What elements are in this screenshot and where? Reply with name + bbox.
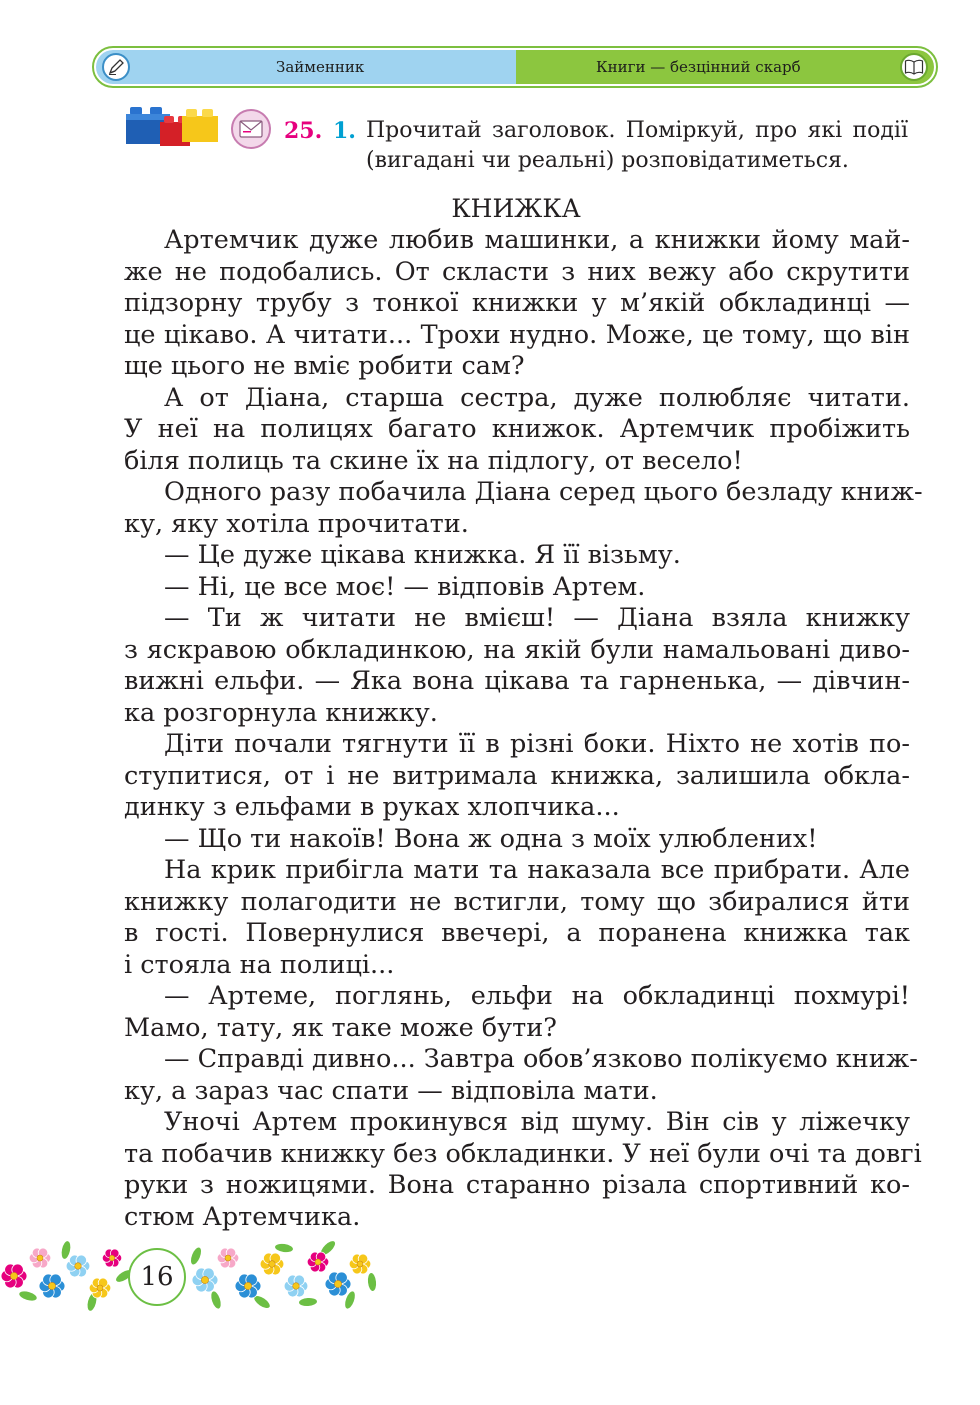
story-line: ка розгорнула книжку. bbox=[124, 697, 438, 728]
story-line: — Справді дивно... Завтра обов’язково полікуємо книж- bbox=[164, 1044, 918, 1074]
flower-shape bbox=[235, 1274, 261, 1298]
flower-shape bbox=[102, 1249, 121, 1267]
flower-garland-decoration bbox=[0, 1236, 380, 1316]
story-text bbox=[124, 225, 923, 1233]
lego-bricks-icon bbox=[124, 100, 220, 148]
task-subnumber: 1. bbox=[333, 118, 356, 144]
story-line: Одного разу побачила Діана серед цього безладу книж- bbox=[164, 477, 923, 507]
leaf-shape bbox=[18, 1290, 38, 1303]
flower-shape bbox=[217, 1248, 239, 1268]
story-line: з яскравою обкладинкою, на якій були намальовані диво- bbox=[124, 634, 910, 665]
flower-shape bbox=[66, 1255, 90, 1277]
page-number: 16 bbox=[128, 1248, 186, 1306]
story-line: Уночі Артем прокинувся від шуму. Він сів у ліжечку bbox=[164, 1107, 910, 1137]
flower-shape bbox=[192, 1268, 218, 1292]
story-line: А от Діана, старша сестра, дуже полюбляє читати. bbox=[164, 382, 910, 413]
story-line: ступитися, от і не витримала книжка, залишила обкла- bbox=[124, 760, 910, 791]
leaf-shape bbox=[299, 1297, 318, 1306]
story-line: підзорну трубу з тонкої книжки у м’якій обкладинці — bbox=[124, 288, 910, 318]
story-line: в гості. Повернулися ввечері, а поранена книжка так bbox=[124, 918, 910, 948]
story-line: руки з ножицями. Вона старанно різала спортивний ко- bbox=[124, 1170, 910, 1200]
story-line: — Артеме, поглянь, ельфи на обкладинці похмурі! bbox=[164, 981, 910, 1011]
story-line: Діти почали тягнути її в різні боки. Ніхто не хотів по- bbox=[164, 729, 910, 759]
flower-shape bbox=[349, 1254, 371, 1274]
story-line: — Ти ж читати не вмієш! — Діана взяла книжку bbox=[164, 603, 910, 633]
flower-shape bbox=[39, 1274, 65, 1298]
story-line: У неї на полицях багато книжок. Артемчик пробіжить bbox=[124, 414, 910, 444]
flower-shape bbox=[284, 1275, 308, 1297]
page-header bbox=[92, 46, 938, 88]
story-line: це цікаво. А читати... Трохи нудно. Може, це тому, що він bbox=[124, 319, 910, 350]
story-line: — Ні, це все моє! — відповів Артем. bbox=[164, 571, 646, 602]
leaf-shape bbox=[367, 1273, 377, 1292]
story-line: та побачив книжку без обкладинки. У неї були очі та довгі bbox=[124, 1138, 922, 1169]
story-line: динку з ельфами в руках хлопчика... bbox=[124, 792, 620, 822]
header-section-section bbox=[516, 50, 934, 84]
leaf-shape bbox=[60, 1240, 72, 1259]
story-line: ку, яку хотіла прочитати. bbox=[124, 508, 469, 539]
story-line: На крик прибігла мати та наказала все прибрати. Але bbox=[164, 855, 910, 885]
header-section-title: Книги — безцінний скарб bbox=[596, 58, 801, 76]
story-line: вижні ельфи. — Яка вона цікава та гарненька, — дівчин- bbox=[124, 666, 910, 696]
header-topic-title: Займенник bbox=[276, 58, 365, 76]
flower-shape bbox=[29, 1248, 51, 1268]
story-line: Мамо, тату, як таке може бути? bbox=[124, 1012, 557, 1043]
story-title: КНИЖКА bbox=[451, 194, 581, 223]
flower-shape bbox=[1, 1264, 27, 1288]
story-line: біля полиць та скине їх на підлогу, от весело! bbox=[124, 445, 743, 476]
pen-icon bbox=[102, 53, 130, 81]
story-line: — Це дуже цікава книжка. Я її візьму. bbox=[164, 540, 681, 570]
task-number: 25. bbox=[284, 118, 323, 144]
open-book-icon bbox=[900, 53, 928, 81]
flower-shape bbox=[325, 1272, 351, 1296]
story-line: ку, а зараз час спати — відповіла мати. bbox=[124, 1075, 658, 1106]
story-line: і стояла на полиці... bbox=[124, 949, 395, 980]
leaf-shape bbox=[275, 1243, 294, 1253]
flower-shape bbox=[307, 1252, 329, 1272]
reading-card-icon bbox=[231, 109, 271, 149]
leaf-shape bbox=[209, 1290, 222, 1310]
flower-shape bbox=[89, 1278, 111, 1298]
story-line: книжку полагодити не встигли, тому що збиралися йти bbox=[124, 886, 910, 917]
story-line: — Що ти накоїв! Вона ж одна з моїх улюблених! bbox=[164, 823, 818, 854]
header-topic-section bbox=[96, 50, 516, 84]
leaf-shape bbox=[189, 1246, 203, 1266]
story-line: ще цього не вміє робити сам? bbox=[124, 351, 525, 381]
task-instruction: Прочитай заголовок. Поміркуй, про які події (вигадані чи реальні) розповідатиметься. bbox=[366, 118, 908, 173]
story-line: Артемчик дуже любив машинки, а книжки йому май- bbox=[164, 225, 910, 255]
flower-shape bbox=[260, 1253, 284, 1275]
story-line: же не подобались. От скласти з них вежу або скрутити bbox=[124, 256, 910, 287]
story-line: стюм Артемчика. bbox=[124, 1201, 361, 1232]
